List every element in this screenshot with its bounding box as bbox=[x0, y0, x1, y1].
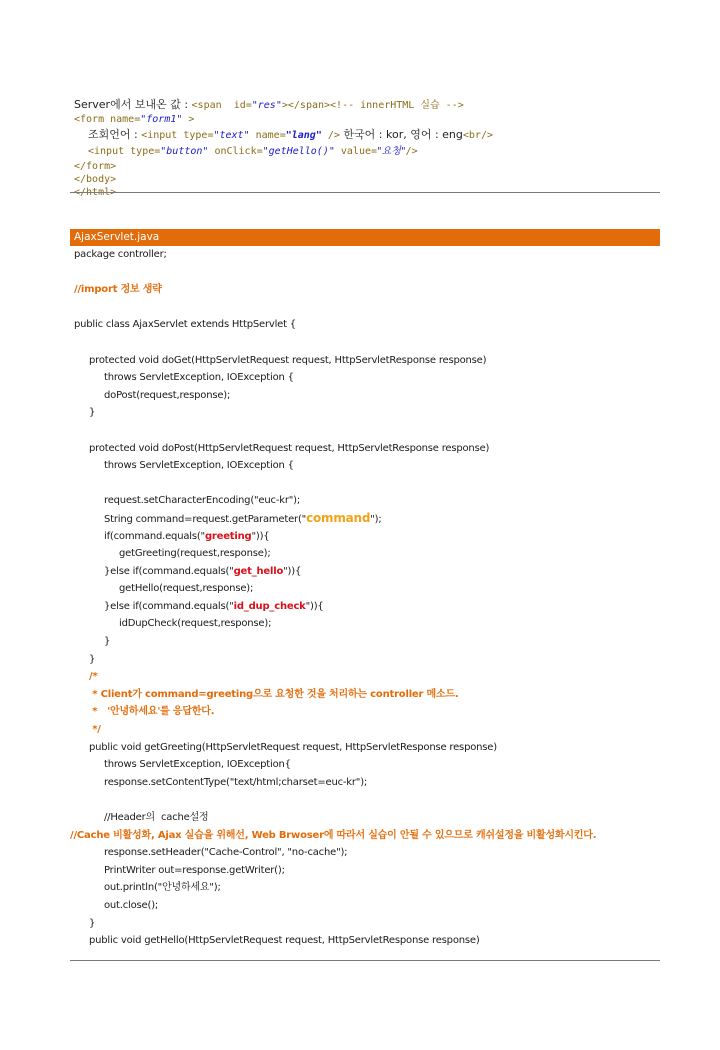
code-attr: onClick= bbox=[208, 146, 263, 157]
blank-line bbox=[74, 475, 660, 493]
blank-line bbox=[74, 299, 660, 317]
section-divider bbox=[70, 960, 660, 961]
code-line bbox=[74, 510, 660, 528]
blank-line bbox=[74, 334, 660, 352]
blank-line bbox=[74, 264, 660, 282]
code-text: String command=request.getParameter(" bbox=[104, 513, 307, 525]
code-comment: * '안녕하세요'를 응답한다. bbox=[89, 706, 215, 718]
highlighted-keyword: id_dup_check bbox=[233, 600, 306, 612]
code-file-title: AjaxServlet.java bbox=[70, 229, 660, 246]
code-line bbox=[74, 126, 660, 143]
code-text: 조회언어 : bbox=[88, 128, 142, 141]
code-line: package controller; bbox=[74, 249, 167, 260]
code-text: }else if(command.equals(" bbox=[104, 565, 234, 577]
code-line: public class AjaxServlet extends HttpServlet { bbox=[74, 319, 296, 331]
code-line: throws ServletException, IOException { bbox=[104, 460, 294, 472]
code-attr: value= bbox=[334, 146, 378, 157]
code-line: } bbox=[104, 636, 111, 648]
code-line: } bbox=[89, 407, 96, 419]
code-attr: id= bbox=[233, 100, 252, 111]
code-line: throws ServletException, IOException{ bbox=[104, 759, 291, 771]
code-line bbox=[74, 528, 660, 546]
blank-line bbox=[74, 422, 660, 440]
code-line bbox=[74, 563, 660, 581]
code-value: "lang" bbox=[285, 130, 322, 141]
code-line: public void getGreeting(HttpServletRequest request, HttpServletResponse response) bbox=[89, 741, 497, 753]
code-line: request.setCharacterEncoding("euc-kr"); bbox=[104, 495, 300, 507]
code-comment: /* bbox=[89, 671, 98, 683]
code-attr: name= bbox=[110, 114, 141, 125]
code-line bbox=[74, 598, 660, 616]
code-comment: //Cache 비활성화, Ajax 실습을 위해선, Web Brwoser에 따라서 실습이 안될 수 있으므로 캐쉬설정을 비활성화시킨다. bbox=[70, 829, 597, 841]
code-line: } bbox=[89, 917, 96, 929]
highlighted-keyword: greeting bbox=[204, 530, 252, 542]
code-attr: type= bbox=[183, 130, 214, 141]
code-text: ")){ bbox=[283, 565, 302, 577]
code-line: public void getHello(HttpServletRequest request, HttpServletResponse response) bbox=[89, 935, 480, 947]
html-code-snippet bbox=[74, 96, 660, 199]
code-text: ")){ bbox=[251, 530, 270, 542]
code-comment: */ bbox=[89, 724, 101, 736]
code-line: getGreeting(request,response); bbox=[119, 548, 271, 560]
section-divider bbox=[70, 192, 660, 193]
code-comment: <!-- innerHTML 실습 --> bbox=[330, 100, 464, 111]
code-text: ")){ bbox=[305, 600, 324, 612]
code-tag: <br/> bbox=[462, 130, 493, 141]
code-text: }else if(command.equals(" bbox=[104, 600, 234, 612]
code-tag: ></span> bbox=[281, 100, 331, 111]
code-value: "res" bbox=[251, 100, 282, 111]
code-tag: <input bbox=[88, 146, 131, 157]
code-value: "button" bbox=[160, 146, 209, 157]
code-tag: <span bbox=[191, 100, 228, 111]
code-line: out.println("안녕하세요"); bbox=[104, 882, 221, 894]
code-line: response.setContentType("text/html;charset=euc-kr"); bbox=[104, 776, 368, 788]
code-line: idDupCheck(request,response); bbox=[119, 618, 272, 630]
code-line: </html> bbox=[74, 187, 117, 198]
code-value: "form1" bbox=[140, 114, 183, 125]
code-line: </body> bbox=[74, 174, 117, 185]
code-line: PrintWriter out=response.getWriter(); bbox=[104, 864, 285, 876]
code-text: "); bbox=[370, 513, 382, 525]
code-text: Server에서 보내온 값 : bbox=[74, 98, 192, 111]
code-tag: <form bbox=[74, 114, 111, 125]
code-line: </form> bbox=[74, 161, 117, 172]
code-line: protected void doGet(HttpServletRequest request, HttpServletResponse response) bbox=[89, 354, 487, 366]
code-comment: * Client가 command=greeting으로 요청한 것을 처리하는 controller 메소드. bbox=[89, 688, 459, 700]
code-line: response.setHeader("Cache-Control", "no-cache"); bbox=[104, 847, 348, 859]
code-attr: type= bbox=[130, 146, 161, 157]
code-text: 한국어 : kor, 영어 : eng bbox=[339, 128, 463, 141]
code-value: "text" bbox=[213, 130, 250, 141]
code-line: protected void doPost(HttpServletRequest request, HttpServletResponse response) bbox=[89, 442, 490, 454]
code-line bbox=[74, 143, 660, 160]
code-comment: //Header의 cache설정 bbox=[104, 812, 209, 823]
code-line: doPost(request,response); bbox=[104, 389, 231, 401]
code-comment: //import 정보 생략 bbox=[74, 284, 162, 296]
code-value: "getHello()" bbox=[262, 146, 335, 157]
code-line: getHello(request,response); bbox=[119, 583, 254, 595]
code-line: throws ServletException, IOException { bbox=[104, 372, 294, 384]
code-attr: name= bbox=[249, 130, 286, 141]
code-tag: /> bbox=[321, 130, 340, 141]
code-tag: <input bbox=[141, 130, 184, 141]
code-line: out.close(); bbox=[104, 899, 159, 911]
code-text: if(command.equals(" bbox=[104, 530, 205, 542]
code-value: "요청" bbox=[377, 146, 406, 157]
code-tag: /> bbox=[405, 146, 418, 157]
java-code-listing bbox=[70, 246, 660, 950]
highlighted-keyword: get_hello bbox=[233, 565, 284, 577]
highlighted-keyword: command bbox=[306, 510, 371, 525]
code-line: } bbox=[89, 653, 96, 665]
code-line bbox=[74, 113, 660, 126]
blank-line bbox=[74, 791, 660, 809]
code-line bbox=[74, 96, 660, 113]
code-tag: > bbox=[182, 114, 195, 125]
